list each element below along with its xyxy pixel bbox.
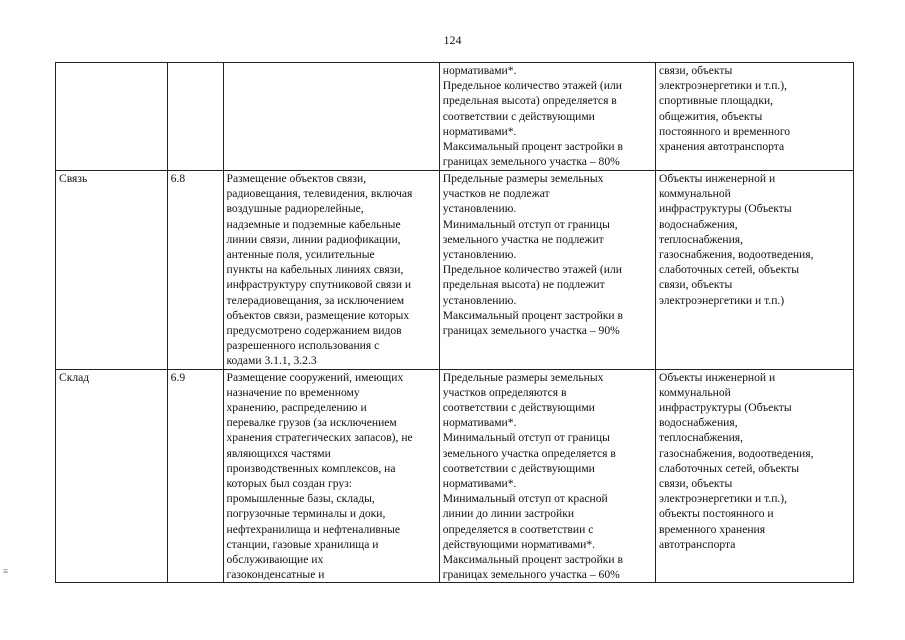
use-name-cell <box>56 63 168 171</box>
cell-text-line: участков определяются в <box>442 385 567 399</box>
cell-text-line: нормативами*. <box>442 416 517 430</box>
cell-text-line: погрузочные терминалы и доки, <box>226 507 386 521</box>
cell-text-line: временного хранения <box>659 522 766 536</box>
cell-text-line: станции, газовые хранилища и <box>226 537 379 551</box>
cell-text-line: водоснабжения, <box>659 416 738 430</box>
cell-text-line: соответствии с действующими <box>442 461 595 475</box>
cell-text-line: пункты на кабельных линиях связи, <box>226 263 404 277</box>
use-description-cell <box>223 171 439 370</box>
use-objects-cell <box>656 369 854 583</box>
cell-text-line: Максимальный процент застройки в <box>442 140 623 154</box>
use-objects-cell <box>656 63 854 171</box>
table-row <box>56 369 854 583</box>
cell-text-line: радиовещания, телевидения, включая <box>226 187 413 201</box>
cell-text-line: разрешенного использования с <box>226 339 380 353</box>
cell-text-line: предельная высота) определяется в <box>442 94 617 108</box>
cell-text-line: Объекты инженерной и <box>659 370 776 384</box>
cell-text-line: спортивные площадки, <box>659 94 774 108</box>
cell-text-line: Максимальный процент застройки в <box>442 553 623 567</box>
cell-text-line: являющихся частями <box>226 446 331 460</box>
cell-text: Склад <box>59 370 90 384</box>
cell-text-line: нормативами*. <box>442 477 517 491</box>
cell-text-line: кодами 3.1.1, 3.2.3 <box>226 354 317 368</box>
use-parameters-cell <box>439 369 655 583</box>
cell-text-line: земельного участка не подлежит <box>442 232 604 246</box>
cell-text-line: инфраструктуру спутниковой связи и <box>226 278 412 292</box>
cell-text-line: антенные поля, усилительные <box>226 248 375 262</box>
cell-text-line: назначение по временному <box>226 385 360 399</box>
cell-text-line: Предельные размеры земельных <box>442 370 604 384</box>
cell-text-line: установлению. <box>442 293 517 307</box>
cell-text-line: Предельные размеры земельных <box>442 172 604 185</box>
cell-text: 6.8 <box>170 172 186 185</box>
cell-text-line: хранения автотранспорта <box>659 140 785 154</box>
cell-text-line: слаботочных сетей, объекты <box>659 263 800 277</box>
cell-text-line: Минимальный отступ от границы <box>442 217 610 231</box>
cell-text-line: объектов связи, размещение которых <box>226 308 410 322</box>
cell-text-line: телерадиовещания, за исключением <box>226 293 405 307</box>
use-description-cell <box>223 369 439 583</box>
cell-text-line: связи, объекты <box>659 477 733 491</box>
cell-text-line: Предельное количество этажей (или <box>442 79 622 93</box>
cell-text-line: хранения стратегических запасов), не <box>226 431 413 445</box>
cell-text-line: хранению, распределению и <box>226 401 367 415</box>
cell-text-line: Минимальный отступ от границы <box>442 431 610 445</box>
cell-text-line: инфраструктуры (Объекты <box>659 202 792 216</box>
use-description-cell <box>223 63 439 171</box>
cell-text-line: границах земельного участка – 60% <box>442 568 620 582</box>
use-code-cell <box>167 369 223 583</box>
cell-text-line: линии до линии застройки <box>442 507 575 521</box>
cell-text-line: Размещение объектов связи, <box>226 172 367 185</box>
use-code-cell <box>167 63 223 171</box>
cell-text-line: нормативами*. <box>442 64 517 77</box>
cell-text-line: установлению. <box>442 248 517 262</box>
cell-text-line: производственных комплексов, на <box>226 461 396 475</box>
cell-text-line: перевалке грузов (за исключением <box>226 416 397 430</box>
cell-text-line: надземные и подземные кабельные <box>226 217 401 231</box>
cell-text-line: предусмотрено содержанием видов <box>226 324 402 338</box>
table-row <box>56 63 854 171</box>
cell-text-line: коммунальной <box>659 187 731 201</box>
cell-text-line: нормативами*. <box>442 124 517 138</box>
cell-text-line: Размещение сооружений, имеющих <box>226 370 404 384</box>
page-number: 124 <box>443 33 462 47</box>
cell-text-line: электроэнергетики и т.п.) <box>659 293 785 307</box>
cell-text-line: Максимальный процент застройки в <box>442 308 623 322</box>
cell-text-line: воздушные радиорелейные, <box>226 202 364 216</box>
cell-text-line: связи, объекты <box>659 278 733 292</box>
cell-text-line: Предельное количество этажей (или <box>442 263 622 277</box>
cell-text-line: установлению. <box>442 202 517 216</box>
cell-text-line: определяется в соответствии с <box>442 522 594 536</box>
cell-text-line: теплоснабжения, <box>659 232 744 246</box>
cell-text-line: соответствии с действующими <box>442 109 595 123</box>
cell-text-line: газоснабжения, водоотведения, <box>659 248 814 262</box>
cell-text-line: земельного участка определяется в <box>442 446 616 460</box>
cell-text-line: соответствии с действующими <box>442 401 595 415</box>
cell-text-line: границах земельного участка – 90% <box>442 324 620 338</box>
use-name-cell <box>56 171 168 370</box>
cell-text-line: действующими нормативами*. <box>442 537 596 551</box>
cell-text-line: границах земельного участка – 80% <box>442 155 620 169</box>
cell-text-line: теплоснабжения, <box>659 431 744 445</box>
cell-text-line: водоснабжения, <box>659 217 738 231</box>
cell-text-line: автотранспорта <box>659 537 736 551</box>
cell-text-line: коммунальной <box>659 385 731 399</box>
cell-text-line: которых был создан груз: <box>226 477 353 491</box>
cell-text-line: общежития, объекты <box>659 109 763 123</box>
cell-text-line: объекты постоянного и <box>659 507 774 521</box>
cell-text: 6.9 <box>170 370 186 384</box>
cell-text-line: линии связи, линии радиофикации, <box>226 232 401 246</box>
cell-text-line: газоснабжения, водоотведения, <box>659 446 814 460</box>
cell-text-line: Объекты инженерной и <box>659 172 776 185</box>
table-body <box>56 63 854 583</box>
cell-text-line: нефтехранилища и нефтеналивные <box>226 522 401 536</box>
table-row <box>56 171 854 370</box>
cell-text-line: инфраструктуры (Объекты <box>659 401 792 415</box>
margin-mark: ≡ <box>3 566 9 576</box>
cell-text-line: Минимальный отступ от красной <box>442 492 608 506</box>
cell-text-line: электроэнергетики и т.п.), <box>659 492 788 506</box>
use-parameters-cell <box>439 63 655 171</box>
cell-text-line: участков не подлежат <box>442 187 550 201</box>
cell-text-line: связи, объекты <box>659 64 733 77</box>
cell-text-line: электроэнергетики и т.п.), <box>659 79 788 93</box>
cell-text-line: промышленные базы, склады, <box>226 492 375 506</box>
cell-text: Связь <box>59 172 88 185</box>
use-name-cell <box>56 369 168 583</box>
use-parameters-cell <box>439 171 655 370</box>
cell-text-line: предельная высота) не подлежит <box>442 278 605 292</box>
cell-text-line: слаботочных сетей, объекты <box>659 461 800 475</box>
use-objects-cell <box>656 171 854 370</box>
zoning-table <box>55 62 854 583</box>
use-code-cell <box>167 171 223 370</box>
cell-text-line: обслуживающие их <box>226 553 324 567</box>
cell-text-line: газоконденсатные и <box>226 568 325 582</box>
cell-text-line: постоянного и временного <box>659 124 791 138</box>
